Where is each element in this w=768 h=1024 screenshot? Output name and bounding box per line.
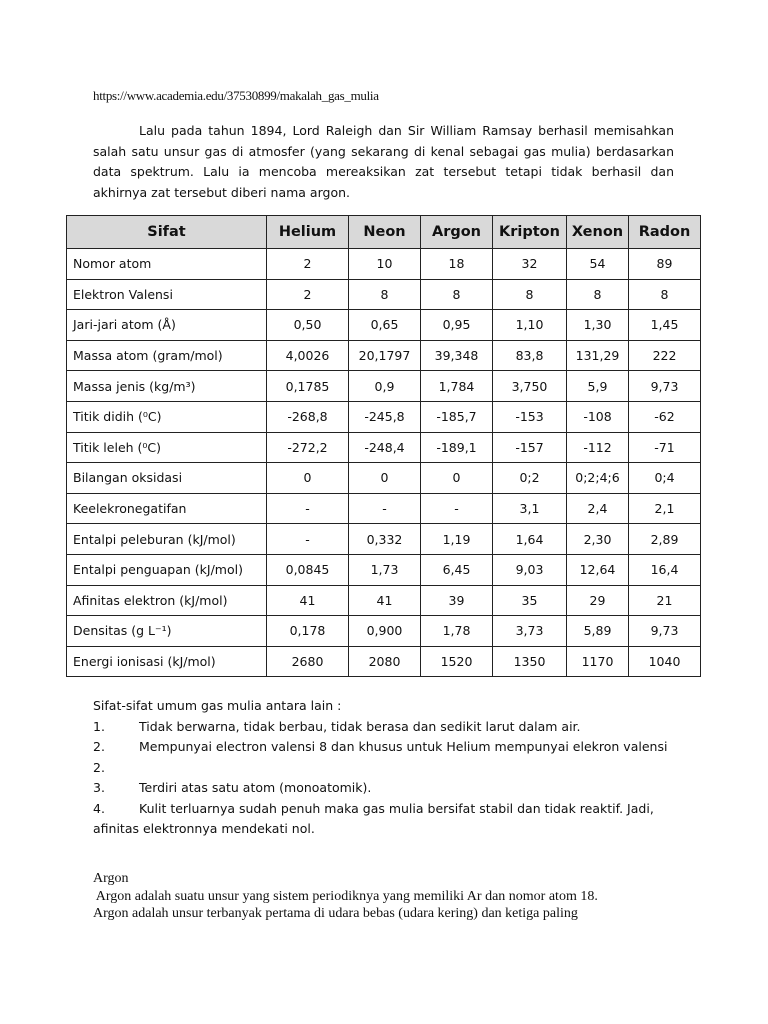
property-name-cell: Bilangan oksidasi — [67, 463, 267, 494]
value-cell: -71 — [629, 432, 701, 463]
value-cell: -62 — [629, 401, 701, 432]
table-row — [67, 463, 701, 494]
noble-gas-table-container — [66, 215, 701, 677]
value-cell: 1040 — [629, 646, 701, 677]
value-cell: 0,50 — [267, 310, 349, 341]
argon-title: Argon — [93, 871, 129, 886]
value-cell: 1,64 — [493, 524, 567, 555]
argon-section — [93, 870, 598, 923]
value-cell: 54 — [567, 249, 629, 280]
table-row — [67, 646, 701, 677]
value-cell: 16,4 — [629, 554, 701, 585]
value-cell: -153 — [493, 401, 567, 432]
property-name-cell: Titik didih (⁰C) — [67, 401, 267, 432]
value-cell: -245,8 — [349, 401, 421, 432]
list-item-text: Kulit terluarnya sudah penuh maka gas mulia bersifat stabil dan tidak reaktif. Jadi, — [139, 800, 654, 816]
header-xenon: Xenon — [567, 216, 629, 249]
table-row — [67, 340, 701, 371]
value-cell: 21 — [629, 585, 701, 616]
value-cell: 2,30 — [567, 524, 629, 555]
header-radon: Radon — [629, 216, 701, 249]
table-row — [67, 371, 701, 402]
table-header-row — [67, 216, 701, 249]
value-cell: 1,73 — [349, 554, 421, 585]
value-cell: 1350 — [493, 646, 567, 677]
list-item-number: 1. — [93, 718, 105, 734]
list-item — [93, 799, 674, 820]
value-cell: 2 — [267, 249, 349, 280]
header-helium: Helium — [267, 216, 349, 249]
value-cell: 1,19 — [421, 524, 493, 555]
value-cell: 0,65 — [349, 310, 421, 341]
value-cell: 0,9 — [349, 371, 421, 402]
property-name-cell: Afinitas elektron (kJ/mol) — [67, 585, 267, 616]
property-name-cell: Massa atom (gram/mol) — [67, 340, 267, 371]
value-cell: - — [267, 493, 349, 524]
value-cell: 9,73 — [629, 371, 701, 402]
value-cell: - — [421, 493, 493, 524]
table-row — [67, 493, 701, 524]
table-row — [67, 401, 701, 432]
value-cell: 29 — [567, 585, 629, 616]
value-cell: 8 — [421, 279, 493, 310]
property-name-cell: Nomor atom — [67, 249, 267, 280]
value-cell: 0,0845 — [267, 554, 349, 585]
value-cell: 6,45 — [421, 554, 493, 585]
list-item-number: 4. — [93, 800, 105, 816]
value-cell: 89 — [629, 249, 701, 280]
value-cell: 0 — [267, 463, 349, 494]
value-cell: 2680 — [267, 646, 349, 677]
value-cell: 39,348 — [421, 340, 493, 371]
value-cell: 2080 — [349, 646, 421, 677]
value-cell: 1,78 — [421, 616, 493, 647]
value-cell: 5,9 — [567, 371, 629, 402]
property-name-cell: Massa jenis (kg/m³) — [67, 371, 267, 402]
list-item-number: 2. — [93, 759, 105, 775]
value-cell: -248,4 — [349, 432, 421, 463]
argon-line-1: Argon adalah suatu unsur yang sistem periodiknya yang memiliki Ar dan nomor atom 18. — [93, 888, 598, 904]
table-row — [67, 279, 701, 310]
header-neon: Neon — [349, 216, 421, 249]
property-name-cell: Elektron Valensi — [67, 279, 267, 310]
table-row — [67, 249, 701, 280]
table-row — [67, 432, 701, 463]
value-cell: 2,89 — [629, 524, 701, 555]
list-item-number: 3. — [93, 780, 105, 795]
value-cell: -189,1 — [421, 432, 493, 463]
value-cell: 0,900 — [349, 616, 421, 647]
properties-continuation: afinitas elektronnya mendekati nol. — [93, 821, 315, 836]
value-cell: 39 — [421, 585, 493, 616]
property-name-cell: Keelekronegatifan — [67, 493, 267, 524]
noble-gas-properties-table — [66, 215, 701, 677]
intro-paragraph — [93, 121, 674, 203]
value-cell: 20,1797 — [349, 340, 421, 371]
list-item — [93, 717, 674, 738]
value-cell: 1,45 — [629, 310, 701, 341]
value-cell: 0 — [421, 463, 493, 494]
value-cell: 222 — [629, 340, 701, 371]
list-item-text: Mempunyai electron valensi 8 dan khusus untuk Helium mempunyai elekron valensi — [139, 739, 668, 754]
table-row — [67, 310, 701, 341]
value-cell: 8 — [629, 279, 701, 310]
property-name-cell: Jari-jari atom (Å) — [67, 310, 267, 341]
value-cell: 8 — [493, 279, 567, 310]
value-cell: 0,95 — [421, 310, 493, 341]
property-name-cell: Entalpi peleburan (kJ/mol) — [67, 524, 267, 555]
value-cell: 0;2;4;6 — [567, 463, 629, 494]
value-cell: -268,8 — [267, 401, 349, 432]
value-cell: 10 — [349, 249, 421, 280]
table-body — [67, 249, 701, 677]
argon-line-2: Argon adalah unsur terbanyak pertama di udara bebas (udara kering) dan ketiga paling — [93, 906, 578, 921]
header-kripton: Kripton — [493, 216, 567, 249]
property-name-cell: Entalpi penguapan (kJ/mol) — [67, 554, 267, 585]
value-cell: 0,332 — [349, 524, 421, 555]
value-cell: -185,7 — [421, 401, 493, 432]
value-cell: 2,1 — [629, 493, 701, 524]
value-cell: 1,10 — [493, 310, 567, 341]
value-cell: 0 — [349, 463, 421, 494]
value-cell: 35 — [493, 585, 567, 616]
value-cell: 1,30 — [567, 310, 629, 341]
table-row — [67, 554, 701, 585]
value-cell: 5,89 — [567, 616, 629, 647]
value-cell: 4,0026 — [267, 340, 349, 371]
value-cell: -108 — [567, 401, 629, 432]
value-cell: 18 — [421, 249, 493, 280]
list-item — [93, 778, 674, 799]
value-cell: 3,1 — [493, 493, 567, 524]
value-cell: 41 — [349, 585, 421, 616]
header-sifat: Sifat — [67, 216, 267, 249]
value-cell: 8 — [349, 279, 421, 310]
properties-list — [93, 717, 674, 820]
list-item-text: Terdiri atas satu atom (monoatomik). — [139, 780, 372, 795]
value-cell: 2 — [267, 279, 349, 310]
table-row — [67, 616, 701, 647]
list-item-number: 2. — [93, 739, 105, 754]
value-cell: -112 — [567, 432, 629, 463]
value-cell: -157 — [493, 432, 567, 463]
property-name-cell: Energi ionisasi (kJ/mol) — [67, 646, 267, 677]
property-name-cell: Densitas (g L⁻¹) — [67, 616, 267, 647]
value-cell: 0,178 — [267, 616, 349, 647]
value-cell: 41 — [267, 585, 349, 616]
intro-text: Lalu pada tahun 1894, Lord Raleigh dan Sir William Ramsay berhasil memisahkan salah satu unsur gas di atmosfer (yang sekarang di kenal sebagai gas mulia) berdasarkan data spektrum. Lalu ia mencoba mereaksikan zat tersebut tetapi tidak berhasil dan akhirnya zat tersebut diberi nama argon. — [93, 123, 674, 200]
value-cell: 1170 — [567, 646, 629, 677]
value-cell: -272,2 — [267, 432, 349, 463]
value-cell: 0,1785 — [267, 371, 349, 402]
table-row — [67, 585, 701, 616]
value-cell: 83,8 — [493, 340, 567, 371]
value-cell: - — [349, 493, 421, 524]
source-url: https://www.academia.edu/37530899/makalah_gas_mulia — [93, 88, 379, 103]
value-cell: - — [267, 524, 349, 555]
value-cell: 8 — [567, 279, 629, 310]
list-item-text: Tidak berwarna, tidak berbau, tidak berasa dan sedikit larut dalam air. — [139, 718, 581, 734]
list-item — [93, 758, 674, 779]
general-properties-section — [93, 696, 674, 840]
header-argon: Argon — [421, 216, 493, 249]
value-cell: 12,64 — [567, 554, 629, 585]
value-cell: 1520 — [421, 646, 493, 677]
value-cell: 131,29 — [567, 340, 629, 371]
value-cell: 9,73 — [629, 616, 701, 647]
value-cell: 32 — [493, 249, 567, 280]
value-cell: 3,750 — [493, 371, 567, 402]
value-cell: 9,03 — [493, 554, 567, 585]
value-cell: 0;4 — [629, 463, 701, 494]
list-item — [93, 737, 674, 758]
value-cell: 3,73 — [493, 616, 567, 647]
table-row — [67, 524, 701, 555]
value-cell: 0;2 — [493, 463, 567, 494]
properties-heading: Sifat-sifat umum gas mulia antara lain : — [93, 698, 342, 713]
property-name-cell: Titik leleh (⁰C) — [67, 432, 267, 463]
value-cell: 1,784 — [421, 371, 493, 402]
value-cell: 2,4 — [567, 493, 629, 524]
